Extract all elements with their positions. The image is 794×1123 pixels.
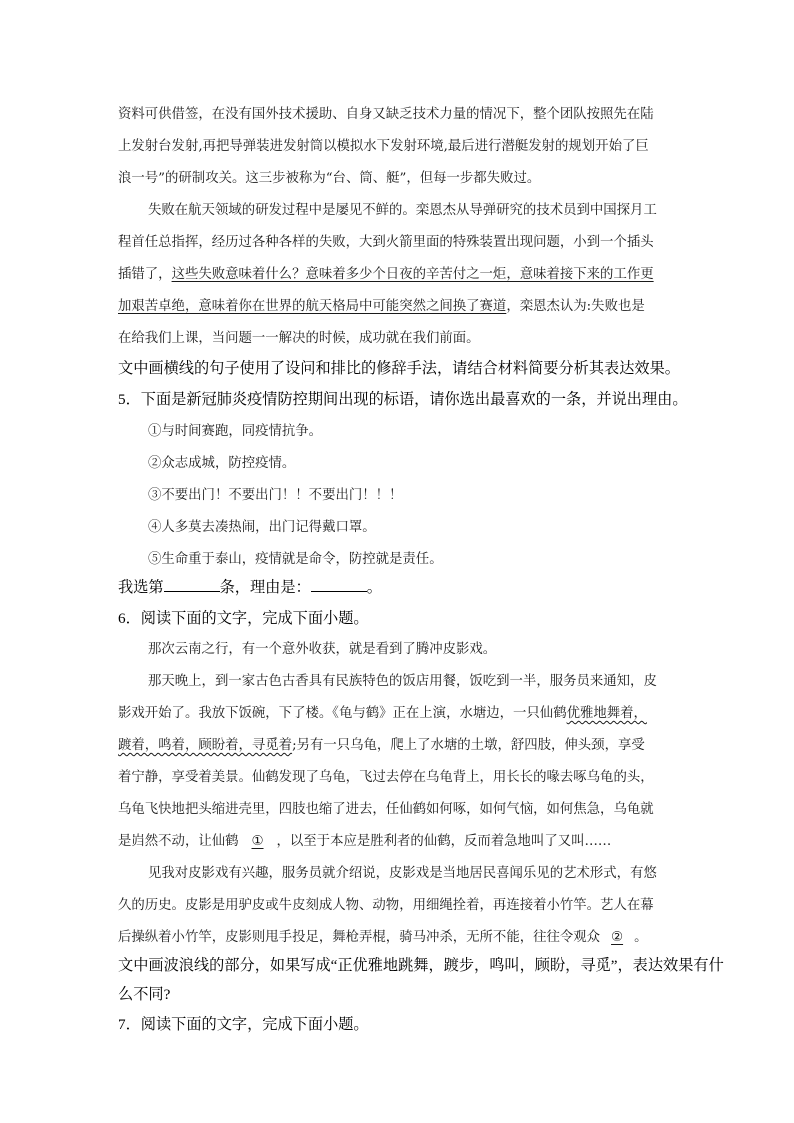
wavy-underlined-text: 踱着，鸣着，顾盼着，寻觅着: [118, 738, 293, 753]
passage-line: [118, 702, 647, 721]
answer-middle: 条，理由是：: [219, 579, 311, 596]
question-text: 文中画波浪线的部分，如果写成“正优雅地跳舞，踱步，鸣叫，顾盼，寻觅”，表达效果有什: [118, 957, 724, 974]
passage-text: 。: [634, 930, 648, 945]
wavy-underlined-text: 优雅地舞着，: [566, 706, 647, 721]
reason-blank[interactable]: [311, 578, 367, 592]
passage-text: 后操纵着小竹竿，皮影则甩手投足，舞枪弄棍，骑马冲杀，无所不能，往往令观众: [118, 930, 601, 945]
slogan-option-2: ②众志成城，防控疫情。: [148, 456, 296, 471]
answer-suffix: 。: [366, 579, 382, 596]
passage-text: 影戏开始了。我放下饭碗，下了楼。《龟与鹤》正在上演，水塘边，一只仙鹤: [118, 706, 567, 721]
passage-line: 久的历史。皮影是用驴皮或牛皮刻成人物、动物，用细绳拴着，再连接着小竹竿。艺人在幕: [118, 898, 654, 913]
question-5-text: 5．下面是新冠肺炎疫情防控期间出现的标语，请你选出最喜欢的一条，并说出理由。: [118, 391, 688, 408]
question-6-text: 6．阅读下面的文字，完成下面小题。: [118, 610, 369, 627]
passage-line: 上发射台发射,再把导弹装进发射筒以模拟水下发射环境,最后进行潜艇发射的规划开始了巨: [118, 139, 649, 154]
passage-line: [118, 295, 645, 314]
passage-line: 程首任总指挥，经历过各种各样的失败，大到火箭里面的特殊装置出现问题，小到一个插头: [118, 235, 654, 250]
slogan-option-4: ④人多莫去凑热闹，出门记得戴口罩。: [148, 520, 376, 535]
passage-line: 浪一号”的研制攻关。这三步被称为“台、筒、艇”，但每一步都失败过。: [118, 171, 541, 186]
slogan-option-5: ⑤生命重于泰山，疫情就是命令，防控就是责任。: [148, 552, 443, 567]
fill-blank-1[interactable]: ①: [251, 834, 264, 849]
passage-line: [118, 830, 611, 849]
passage-line: 那天晚上，到一家古色古香具有民族特色的饭店用餐，饭吃到一半，服务员来通知，皮: [148, 674, 657, 689]
slogan-option-3: ③不要出门！不要出门！！不要出门！！！: [148, 488, 403, 503]
answer-prefix: 我选第: [118, 579, 164, 596]
passage-line: 失败在航天领域的研发过程中是屡见不鲜的。栾恩杰从导弹研究的技术员到中国探月工: [148, 203, 657, 218]
passage-line: [118, 263, 654, 282]
slogan-option-1: ①与时间赛跑，同疫情抗争。: [148, 424, 323, 439]
passage-line: [118, 734, 645, 753]
underlined-sentence: 加艰苦卓绝，意味着你在世界的航天格局中可能突然之间换了赛道: [118, 299, 507, 314]
passage-line: 在给我们上课，当问题一一解决的时候，成功就在我们前面。: [118, 331, 480, 346]
passage-text: 插错了，: [118, 267, 172, 282]
question-7-text: 7．阅读下面的文字，完成下面小题。: [118, 1016, 369, 1033]
passage-line: 资料可供借签，在没有国外技术援助、自身又缺乏技术力量的情况下，整个团队按照先在陆: [118, 107, 654, 122]
choice-blank[interactable]: [164, 578, 220, 592]
answer-line: [118, 576, 382, 597]
question-text: 么不同?: [118, 986, 171, 1003]
passage-text: ，以至于本应是胜利者的仙鹤，反而着急地叫了又叫……: [276, 834, 612, 849]
passage-text: ，栾恩杰认为:失败也是: [506, 299, 645, 314]
passage-line: 见我对皮影戏有兴趣，服务员就介绍说，皮影戏是当地居民喜闻乐见的艺术形式，有悠: [148, 866, 657, 881]
passage-line: 那次云南之行，有一个意外收获，就是看到了腾冲皮影戏。: [148, 642, 497, 657]
fill-blank-2[interactable]: ②: [611, 930, 624, 945]
underlined-sentence: 这些失败意味着什么？意味着多少个日夜的辛苦付之一炬，意味着接下来的工作更: [171, 267, 654, 282]
passage-line: 着宁静，享受着美景。仙鹤发现了乌龟，飞过去停在乌龟背上，用长长的喙去啄乌龟的头，: [118, 770, 654, 785]
passage-line: [118, 926, 647, 945]
passage-line: 乌龟飞快地把头缩进壳里，四肢也缩了进去，任仙鹤如何啄，如何气恼，如何焦急，乌龟就: [118, 802, 654, 817]
passage-text: 是岿然不动，让仙鹤: [118, 834, 239, 849]
passage-text: ;另有一只乌龟，爬上了水塘的土墩，舒四肢，伸头颈，享受: [292, 738, 645, 753]
question-text: 文中画横线的句子使用了设问和排比的修辞手法，请结合材料简要分析其表达效果。: [118, 360, 680, 377]
